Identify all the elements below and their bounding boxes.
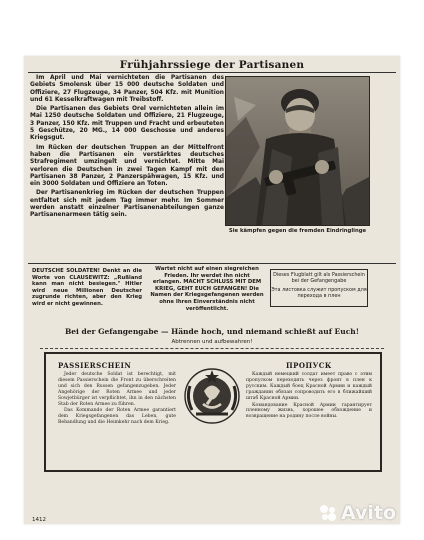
passierschein-title-russian: ПРОПУСК <box>286 361 332 370</box>
cut-line <box>40 348 384 349</box>
cut-hint: Abtrennen und aufbewahren! <box>171 339 253 345</box>
partisan-soldier-illustration <box>226 77 369 225</box>
surrender-hint: Bei der Gefangengabe — Hände hoch, und niemand schießt auf Euch! <box>64 327 360 336</box>
passierschein-paragraph: Каждый немецкий солдат имеет право с этим пропуском переходить через фронт в плен к русским. Каждый боец Красной Армии и каждый гражданин обязан сопроводить его в ближайший штаб Красной Армии. <box>246 372 372 401</box>
page-number: 1412 <box>32 517 46 523</box>
passierschein-box <box>44 352 382 472</box>
article-paragraph: Der Partisanenkrieg im Rücken der deutschen Truppen entfaltet sich mit jedem Tag immer mehr. Im Sommer werden anstatt einzelner Partisanenabteilungen ganze Partisanenarmeen tätig sein. <box>30 190 224 219</box>
article-paragraph: Im Rücken der deutschen Truppen an der Mittelfront haben die Partisanen ein verstärktes deutsches Strafregiment umzingelt und vernichtet. Mitte Mai verloren die Deutschen in zwei Tagen Kampf mit den Partisanen 38 Panzer, 2 Panzerspähwagen, 15 Kfz. und ein 3000 Soldaten und Offiziere an Toten. <box>30 144 224 188</box>
section-divider <box>28 263 396 264</box>
appeal-clausewitz: DEUTSCHE SOLDATEN! Denkt an die Worte von CLAUSEWITZ: „Rußland kann man nicht besiegen." Hitler wird neue Millionen Deutscher zugrunde richten, aber den Krieg wird er nicht gewinnen. <box>32 268 142 307</box>
avito-logo-icon <box>318 503 338 523</box>
article-paragraph: Die Partisanen des Gebiets Orel vernichteten allein im Mai 1250 deutsche Soldaten und Offiziere, 21 Flugzeuge, 3 Panzer, 150 Kfz. mit Truppen und Fracht und erbeuteten 5 Geschütze, 20 MG., 14 000 Geschosse und anderes Kriegsgut. <box>30 106 224 142</box>
mini-pass-notice <box>270 269 368 307</box>
mini-pass-german: Dieses Flugblatt gilt als Passierschein bei der Gefangengabe <box>273 272 365 285</box>
avito-watermark <box>318 502 396 524</box>
passierschein-text-german <box>58 372 176 427</box>
leaflet-title: Frühjahrssiege der Partisanen <box>119 59 305 71</box>
avito-watermark-text: Avito <box>341 502 397 524</box>
appeal-surrender: Wartet nicht auf einen siegreichen Frieden. Ihr werdet ihn nicht erlangen. MACHT SCHLUSS MIT DEM KRIEG, GEHT EUCH GEFANGEN! Die Namen der Kriegsgefangenen werden ohne Ihren Einverständnis nicht veröffentlicht. <box>150 266 264 312</box>
article-paragraph: Im April und Mai vernichteten die Partisanen des Gebiets Smolensk über 15 000 deutsche Soldaten und Offiziere, 27 Flugzeuge, 34 Panzer, 504 Kfz. mit Munition und 61 Kesselkraftwagen mit Treibstoff. <box>30 75 224 103</box>
mini-pass-russian: Эта листовка служит пропуском для перехода в плен <box>271 286 367 299</box>
passierschein-paragraph: Das Kommando der Roten Armee garantiert dem Kriegsgefangenen das Leben, gute Behandlung und die Heimkehr nach dem Krieg. <box>58 408 176 426</box>
leaflet-sheet <box>24 56 400 524</box>
photo-caption: Sie kämpfen gegen die fremden Eindringlinge <box>228 228 367 234</box>
passierschein-title-german: PASSIERSCHEIN <box>58 361 132 370</box>
passierschein-paragraph: Jeder deutsche Soldat ist berechtigt, mit diesem Passierschein die Front zu überschreiten und sich den Russen gefangenzugeben. Jeder Angehörige der Roten Armee und jeder Sowjetbürger ist verpflichtet, ihn in den nächsten Stab der Roten Armee zu führen. <box>58 372 176 407</box>
title-divider <box>28 72 396 73</box>
partisan-photo <box>225 76 370 226</box>
article-column <box>30 75 224 222</box>
soviet-emblem-icon <box>182 366 242 426</box>
passierschein-text-russian <box>246 372 372 421</box>
passierschein-paragraph: Командование Красной Армии гарантирует пленному жизнь, хорошее обхождение и возвращение на родину после войны. <box>246 402 372 420</box>
